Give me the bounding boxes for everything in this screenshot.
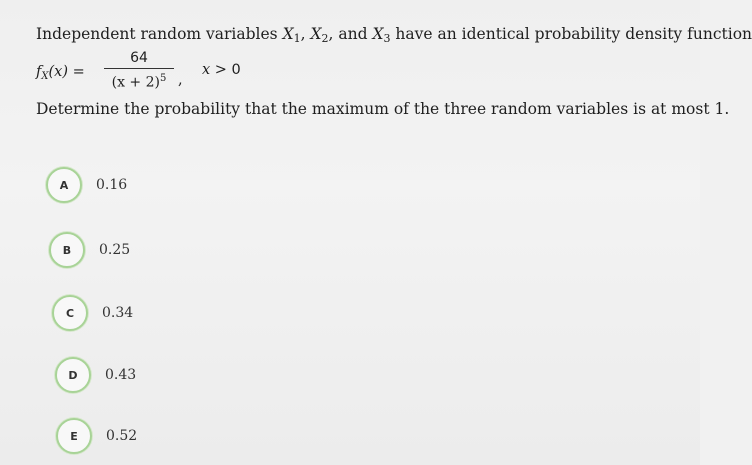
var-x2: $X_2$ <box>310 25 329 45</box>
fraction-bar <box>104 68 174 69</box>
formula-condition: x > 0 <box>202 61 241 78</box>
intro-text: Independent random variables <box>36 25 283 43</box>
option-b[interactable] <box>49 232 130 268</box>
formula-fraction <box>104 49 174 93</box>
option-b-letter: B <box>49 232 85 268</box>
option-b-value: 0.25 <box>99 242 131 258</box>
option-a-value: 0.16 <box>96 177 128 193</box>
formula-denominator: $(x + 2)^5$ <box>111 72 167 91</box>
option-a[interactable] <box>46 167 127 203</box>
formula-numerator: 64 <box>130 49 148 66</box>
question-text <box>36 24 752 120</box>
formula-lhs: $f_X(x)$ = <box>36 63 85 82</box>
separator-2: , and <box>328 25 373 43</box>
option-c-value: 0.34 <box>102 305 134 321</box>
option-d-letter: D <box>55 357 91 393</box>
question-prompt: Determine the probability that the maximum of the three random variables is at most 1. <box>36 99 730 118</box>
intro-end-text: have an identical probability density function <box>390 25 752 43</box>
option-a-letter: A <box>46 167 82 203</box>
option-c[interactable] <box>52 295 133 331</box>
option-c-letter: C <box>52 295 88 331</box>
formula-comma: , <box>178 71 183 88</box>
pdf-formula <box>36 49 686 97</box>
option-e-value: 0.52 <box>106 428 138 444</box>
option-e[interactable] <box>56 418 137 454</box>
var-x1: $X_1$ <box>282 25 301 45</box>
var-x3: $X_3$ <box>372 25 391 45</box>
separator-1: , <box>300 25 311 43</box>
option-e-letter: E <box>56 418 92 454</box>
question-intro-line <box>36 24 752 47</box>
option-d[interactable] <box>55 357 136 393</box>
option-d-value: 0.43 <box>105 367 137 383</box>
